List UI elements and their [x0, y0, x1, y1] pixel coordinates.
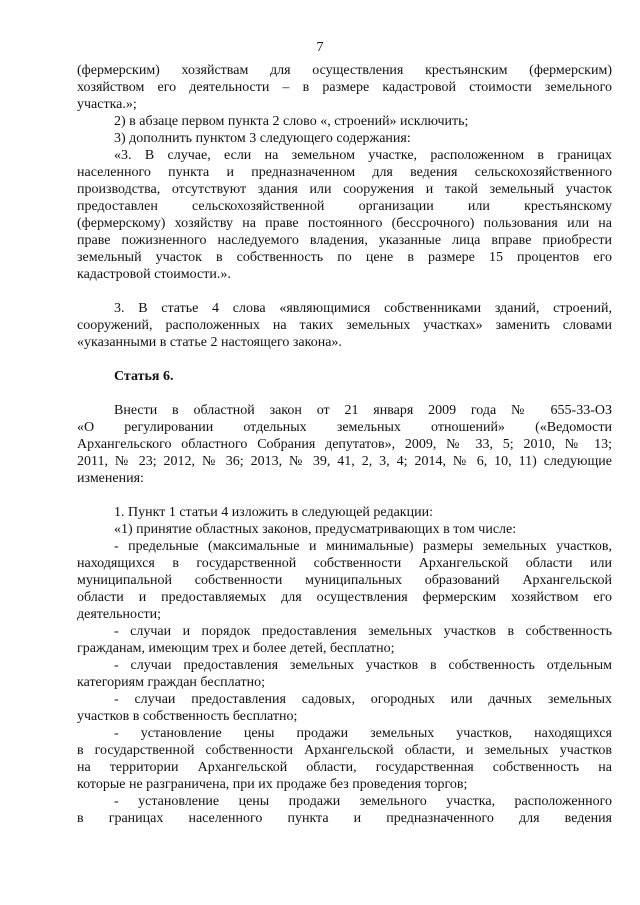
text-line: категориям граждан бесплатно;	[77, 675, 265, 690]
text-line: кадастровой стоимости.».	[77, 267, 231, 282]
page-number: 7	[316, 40, 324, 55]
text-line: (фермерским) хозяйствам для осуществления крестьянским (фермерским)	[77, 63, 612, 78]
text-line: производства, отсутствуют здания или сооружения и такой земельный участок	[77, 182, 612, 197]
section-heading: Статья 6.	[114, 369, 174, 384]
text-line: на территории Архангельской области, государственная собственность на	[77, 760, 612, 775]
text-line: в границах населенного пункта и предназначенного для ведения	[77, 811, 612, 826]
text-line: «О регулировании отдельных земельных отношений» («Ведомости	[77, 420, 612, 435]
paragraph-gap	[77, 385, 612, 402]
text-line: «3. В случае, если на земельном участке, расположенном в границах	[114, 148, 612, 163]
text-line: праве пожизненного наследуемого владения, указанные лица вправе приобрести	[77, 233, 612, 248]
text-line: 1. Пункт 1 статьи 4 изложить в следующей редакции:	[114, 505, 433, 520]
text-line: 2011, № 23; 2012, № 36; 2013, № 39, 41, 2, 3, 4; 2014, № 6, 10, 11) следующие	[77, 454, 612, 469]
text-line: - установление цены продажи земельного участка, расположенного	[114, 794, 612, 809]
text-line: гражданам, имеющим трех и более детей, бесплатно;	[77, 641, 395, 656]
text-line: деятельности;	[77, 607, 162, 622]
text-line: находящихся в государственной собственности Архангельской области или	[77, 556, 612, 571]
text-line: - предельные (максимальные и минимальные) размеры земельных участков,	[114, 539, 612, 554]
text-line: «1) принятие областных законов, предусматривающих в том числе:	[114, 522, 517, 537]
text-line: Архангельского областного Собрания депутатов», 2009, № 33, 5; 2010, № 13;	[77, 437, 612, 452]
text-line: изменения:	[77, 471, 144, 486]
text-line: сооружений, расположенных на таких земельных участках» заменить словами	[77, 318, 612, 333]
text-line: 3. В статье 4 слова «являющимися собственниками зданий, строений,	[114, 301, 612, 316]
text-line: - случаи и порядок предоставления земельных участков в собственность	[114, 624, 612, 639]
text-line: участков в собственность бесплатно;	[77, 709, 298, 724]
text-line: участка.»;	[77, 97, 137, 112]
paragraph-gap	[77, 283, 612, 300]
text-line: - установление цены продажи земельных участков, находящихся	[114, 726, 612, 741]
text-line: в государственной собственности Архангельской области, и земельных участков	[77, 743, 612, 758]
text-line: которые не разграничена, при их продаже без проведения торгов;	[77, 777, 468, 792]
text-line: Внести в областной закон от 21 января 2009 года № 655-33-ОЗ	[114, 403, 612, 418]
text-line: (фермерскому) хозяйству на праве постоянного (бессрочного) пользования или на	[77, 216, 612, 231]
paragraph-gap	[77, 487, 612, 504]
text-line: предоставлен сельскохозяйственной организации или крестьянскому	[77, 199, 612, 214]
text-line: - случаи предоставления земельных участков в собственность отдельным	[114, 658, 612, 673]
text-line: 2) в абзаце первом пункта 2 слово «, строений» исключить;	[114, 114, 469, 129]
text-line: населенного пункта и предназначенном для ведения сельскохозяйственного	[77, 165, 612, 180]
text-line: земельный участок в собственность по цене в размере 15 процентов его	[77, 250, 612, 265]
paragraph-gap	[77, 351, 612, 368]
text-line: «указанными в статье 2 настоящего закона».	[77, 335, 342, 350]
text-line: области и предоставляемых для осуществления фермерским хозяйством его	[77, 590, 612, 605]
text-line: - случаи предоставления садовых, огородных или дачных земельных	[114, 692, 612, 707]
text-line: хозяйством его деятельности – в размере кадастровой стоимости земельного	[77, 80, 612, 95]
text-line: муниципальной собственности муниципальных образований Архангельской	[77, 573, 612, 588]
document-body	[77, 62, 612, 827]
text-line: 3) дополнить пунктом 3 следующего содержания:	[114, 131, 411, 146]
